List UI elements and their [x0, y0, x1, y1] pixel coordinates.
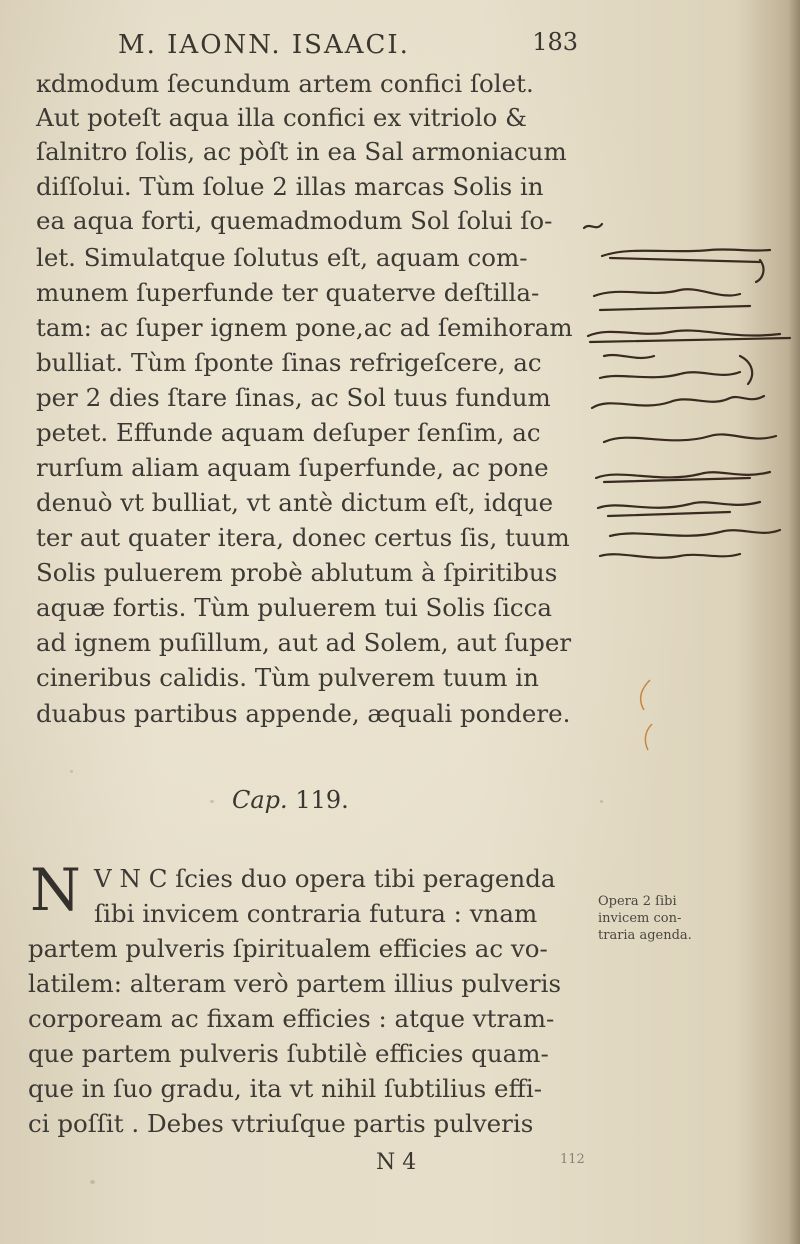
- margin-bracket-marks: [630, 676, 670, 756]
- running-head: M. IAONN. ISAACI.: [118, 30, 410, 60]
- marginal-note: [598, 893, 758, 944]
- marginal-note-line: traria agenda.: [598, 928, 692, 943]
- chapter-word: Cap.: [232, 786, 288, 814]
- handwritten-annotation-icon: [580, 216, 800, 596]
- marginal-note-line: Opera 2 ſibi: [598, 894, 677, 909]
- text-line: ad ignem puſillum, aut ad Solem, aut ſuper: [36, 628, 572, 657]
- catchword: N 4: [376, 1150, 417, 1175]
- text-line: let. Simulatque ſolutus eſt, aquam com-: [36, 243, 528, 272]
- text-line: corpoream ac fixam efficies : atque vtram-: [28, 1004, 555, 1033]
- text-line: partem pulveris ſpiritualem efficies ac vo-: [28, 934, 548, 963]
- text-line: ea aqua forti, quemadmodum Sol ſolui ſo-: [36, 206, 553, 235]
- text-line: per 2 dies ſtare ſinas, ac Sol tuus fundum: [36, 383, 551, 412]
- text-line: munem ſuperfunde ter quaterve deſtilla-: [36, 278, 540, 307]
- page-header: [118, 24, 578, 64]
- text-line: Solis puluerem probè ablutum à ſpiritibus: [36, 558, 558, 587]
- text-line: duabus partibus appende, æquali pondere.: [36, 699, 571, 728]
- text-line: Aut poteſt aqua illa confici ex vitriolo &: [36, 103, 527, 132]
- page-number: 183: [532, 28, 578, 56]
- text-line: ĸdmodum ſecundum artem confici ſolet.: [36, 69, 534, 98]
- text-line: rurſum aliam aquam ſuperfunde, ac pone: [36, 453, 549, 482]
- paper-speck: [90, 1180, 95, 1184]
- paper-speck: [70, 770, 73, 773]
- text-line: V N C ſcies duo opera tibi peragenda: [94, 864, 556, 893]
- text-line: ci poſſit . Debes vtriuſque partis pulveris: [28, 1109, 534, 1138]
- text-line: petet. Effunde aquam deſuper ſenſim, ac: [36, 418, 541, 447]
- text-line: bulliat. Tùm ſponte ſinas refrigeſcere, ac: [36, 348, 542, 377]
- paper-speck: [210, 800, 214, 803]
- text-line: latilem: alteram verò partem illius pulveris: [28, 969, 562, 998]
- signature-mark: 112: [560, 1152, 585, 1167]
- marginal-note-line: invicem con-: [598, 911, 682, 926]
- text-line: aquæ fortis. Tùm puluerem tui Solis ſicca: [36, 593, 552, 622]
- drop-capital: N: [30, 856, 81, 924]
- chapter-heading: [232, 786, 349, 814]
- text-line: tam: ac ſuper ignem pone,ac ad ſemihoram: [36, 313, 573, 342]
- text-line: que partem pulveris ſubtilè efficies quam-: [28, 1039, 549, 1068]
- paper-speck: [600, 800, 603, 803]
- chapter-number: 119.: [295, 786, 349, 814]
- text-line: cineribus calidis. Tùm pulverem tuum in: [36, 663, 539, 692]
- text-line: ſibi invicem contraria futura : vnam: [94, 899, 538, 928]
- text-line: ſalnitro ſolis, ac pòſt in ea Sal armoniacum: [36, 137, 567, 166]
- text-line: que in ſuo gradu, ita vt nihil ſubtilius effi-: [28, 1074, 543, 1103]
- text-line: ter aut quater itera, donec certus ſis, tuum: [36, 523, 570, 552]
- page-edge-shadow: [788, 0, 800, 1244]
- text-line: denuò vt bulliat, vt antè dictum eſt, idque: [36, 488, 554, 517]
- text-line: diſſolui. Tùm ſolue 2 illas marcas Solis in: [36, 172, 544, 201]
